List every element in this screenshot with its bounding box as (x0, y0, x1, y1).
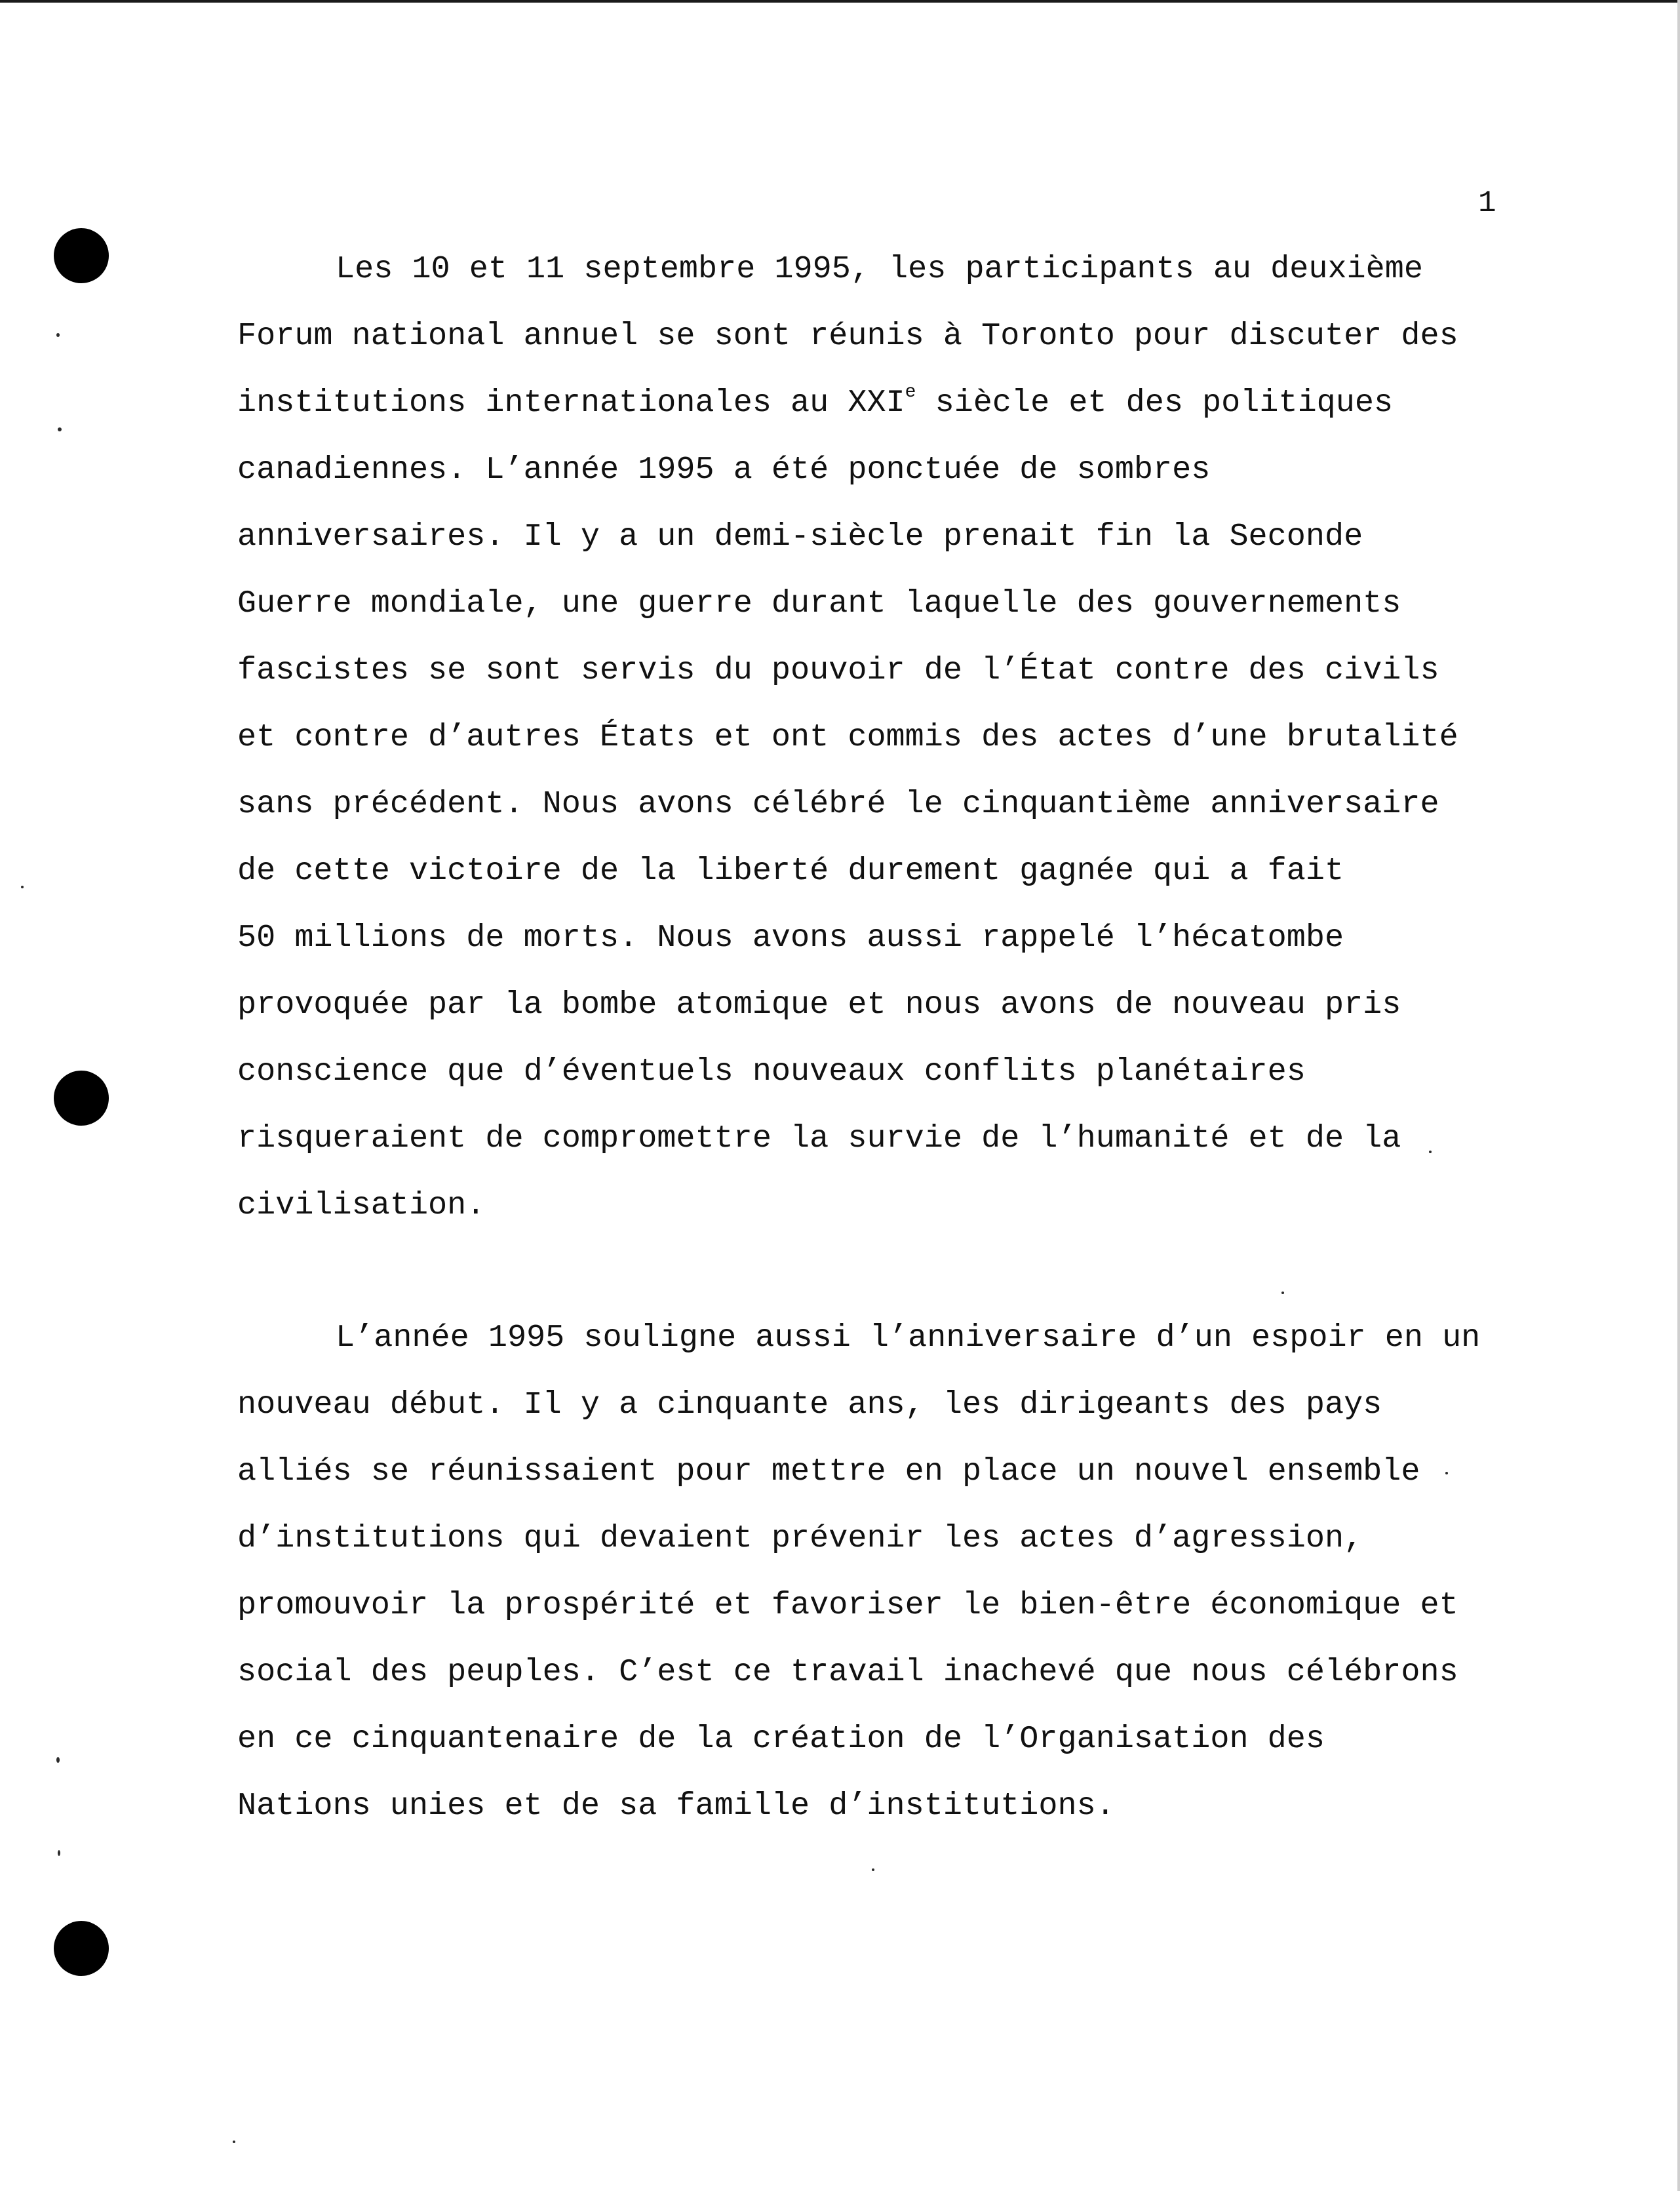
punch-hole-middle (54, 1071, 109, 1126)
paragraph-line: canadiennes. L’année 1995 a été ponctuée de sombres (237, 452, 1211, 488)
paragraph-line: nouveau début. Il y a cinquante ans, les dirigeants des pays (237, 1387, 1382, 1423)
paragraph-line: et contre d’autres États et ont commis des actes d’une brutalité (237, 719, 1458, 755)
superscript: e (905, 382, 916, 403)
scan-speck (872, 1868, 874, 1871)
paragraph-line: promouvoir la prospérité et favoriser le bien-être économique et (237, 1587, 1458, 1623)
paragraph-line: sans précédent. Nous avons célébré le cinquantième anniversaire (237, 786, 1439, 822)
paragraph-line: de cette victoire de la liberté durement gagnée qui a fait (237, 853, 1344, 889)
paragraph-line: fascistes se sont servis du pouvoir de l’État contre des civils (237, 652, 1439, 688)
scan-right-edge (1677, 0, 1680, 2191)
paragraph-line: anniversaires. Il y a un demi-siècle prenait fin la Seconde (237, 519, 1363, 555)
scan-speck (58, 427, 62, 431)
paragraph-line: Nations unies et de sa famille d’institutions. (237, 1788, 1115, 1824)
scan-speck (56, 1757, 60, 1763)
paragraph-line: Guerre mondiale, une guerre durant laquelle des gouvernements (237, 585, 1401, 622)
line-text: institutions internationales au XXI (237, 385, 905, 421)
paragraph-line: social des peuples. C’est ce travail inachevé que nous célébrons (237, 1654, 1458, 1690)
paragraph-line: risqueraient de compromettre la survie de l’humanité et de la (237, 1120, 1401, 1156)
scan-speck (21, 886, 24, 888)
paragraph-line: L’année 1995 souligne aussi l’anniversaire d’un espoir en un (336, 1320, 1481, 1356)
scan-speck (58, 1850, 60, 1856)
paragraph-line: en ce cinquantenaire de la création de l’Organisation des (237, 1721, 1325, 1757)
paragraph-line: Les 10 et 11 septembre 1995, les participants au deuxième (336, 251, 1423, 287)
paragraph-line: civilisation. (237, 1187, 486, 1223)
paragraph-line: conscience que d’éventuels nouveaux conflits planétaires (237, 1054, 1306, 1090)
page-number: 1 (1478, 186, 1496, 220)
paragraph-line: provoquée par la bombe atomique et nous avons de nouveau pris (237, 987, 1401, 1023)
paragraph-line: alliés se réunissaient pour mettre en place un nouvel ensemble (237, 1453, 1420, 1490)
punch-hole-top (54, 228, 109, 283)
paragraph-line: d’institutions qui devaient prévenir les actes d’agression, (237, 1520, 1363, 1556)
paragraph-1 (237, 236, 1535, 1239)
scan-top-edge (0, 0, 1680, 3)
scan-speck (1281, 1292, 1284, 1294)
punch-hole-bottom (54, 1921, 109, 1976)
paragraph-line: Forum national annuel se sont réunis à Toronto pour discuter des (237, 318, 1458, 354)
scan-speck (233, 2141, 235, 2143)
paragraph-line: 50 millions de morts. Nous avons aussi rappelé l’hécatombe (237, 920, 1344, 956)
paragraph-line (237, 370, 1535, 437)
paragraph-2 (237, 1305, 1535, 1840)
line-text-continued: siècle et des politiques (916, 385, 1394, 421)
scan-speck (56, 333, 60, 337)
